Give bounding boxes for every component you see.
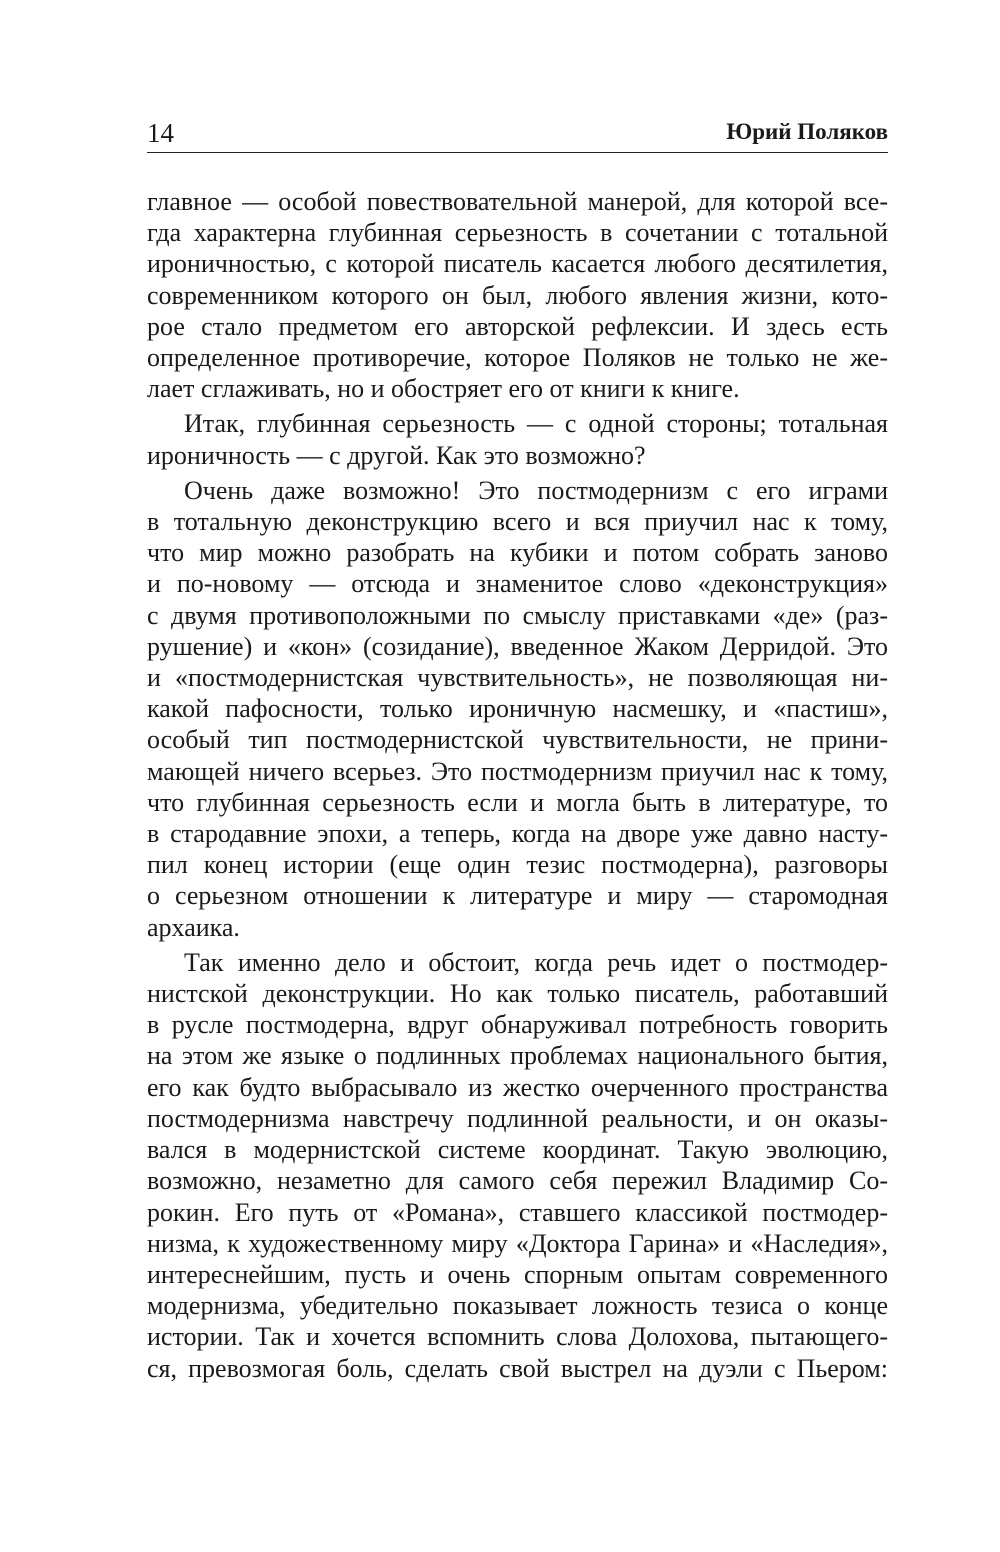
text-line: какой пафосности, только ироничную насмешку, и «пастиш», (147, 694, 888, 724)
text-line: в стародавние эпохи, а теперь, когда на дворе уже давно насту- (147, 819, 888, 849)
text-line: что глубинная серьезность если и могла быть в литературе, то (147, 787, 888, 817)
body-text (147, 186, 888, 1384)
text-line: в тотальную деконструкцию всего и вся приучил нас к тому, (147, 507, 888, 537)
text-line: ироничность — с другой. Как это возможно? (147, 440, 646, 470)
text-line: на этом же языке о подлинных проблемах национального бытия, (147, 1041, 888, 1071)
text-line: лает сглаживать, но и обостряет его от книги к книге. (147, 374, 740, 404)
text-line: возможно, незаметно для самого себя пережил Владимир Со- (147, 1166, 888, 1196)
paragraph (147, 186, 888, 404)
running-header (147, 112, 888, 153)
text-line: ироничностью, с которой писатель касается любого десятилетия, (147, 249, 888, 279)
text-line: гда характерна глубинная серьезность в сочетании с тотальной (147, 218, 888, 248)
text-line: нистской деконструкции. Но как только писатель, работавший (147, 979, 888, 1009)
text-line: современником которого он был, любого явления жизни, кото- (147, 280, 888, 310)
text-line: вался в модернистской системе координат. Такую эволюцию, (147, 1135, 888, 1165)
text-line: рушение) и «кон» (созидание), введенное Жаком Дерридой. Это (147, 631, 888, 661)
text-line: с двумя противоположными по смыслу приставками «де» (раз- (147, 600, 888, 630)
text-line: истории. Так и хочется вспомнить слова Долохова, пытающего- (147, 1322, 888, 1352)
text-line: мающей ничего всерьез. Это постмодернизм приучил нас к тому, (147, 756, 888, 786)
text-line: постмодернизма навстречу подлинной реальности, и он оказы- (147, 1103, 888, 1133)
text-line: архаика. (147, 912, 240, 942)
text-line: пил конец истории (еще один тезис постмодерна), разговоры (147, 850, 888, 880)
text-line: о серьезном отношении к литературе и миру — старомодная (147, 881, 888, 911)
text-line: и по-новому — отсюда и знаменитое слово «деконструкция» (147, 569, 888, 599)
text-line: интереснейшим, пусть и очень спорным опытам современного (147, 1259, 888, 1289)
text-line: модернизма, убедительно показывает ложность тезиса о конце (147, 1291, 888, 1321)
text-line: рокин. Его путь от «Романа», ставшего классикой постмодер- (147, 1197, 888, 1227)
paragraph (147, 408, 888, 470)
text-line: в русле постмодерна, вдруг обнаруживал потребность говорить (147, 1010, 888, 1040)
paragraph (147, 475, 888, 943)
text-line: Так именно дело и обстоит, когда речь идет о постмодер- (184, 947, 888, 977)
text-line: Итак, глубинная серьезность — с одной стороны; тотальная (184, 409, 888, 439)
text-line: определенное противоречие, которое Поляков не только не же- (147, 343, 888, 373)
text-line: главное — особой повествовательной манерой, для которой все- (147, 187, 888, 216)
text-line: и «постмодернистская чувствительность», не позволяющая ни- (147, 663, 888, 693)
book-page (147, 112, 888, 1384)
text-line: рое стало предметом его авторской рефлексии. И здесь есть (147, 311, 888, 341)
paragraph (147, 947, 888, 1384)
page-number: 14 (147, 118, 174, 148)
text-line: Очень даже возможно! Это постмодернизм с его играми (184, 475, 888, 505)
author-name: Юрий Поляков (726, 119, 888, 144)
text-line: что мир можно разобрать на кубики и потом собрать заново (147, 538, 888, 568)
text-line: ся, превозмогая боль, сделать свой выстрел на дуэли с Пьером: (147, 1353, 888, 1383)
text-line: его как будто выбрасывало из жестко очерченного пространства (147, 1072, 888, 1102)
text-line: особый тип постмодернистской чувствительности, не прини- (147, 725, 888, 755)
text-line: низма, к художественному миру «Доктора Гарина» и «Наследия», (147, 1228, 888, 1258)
